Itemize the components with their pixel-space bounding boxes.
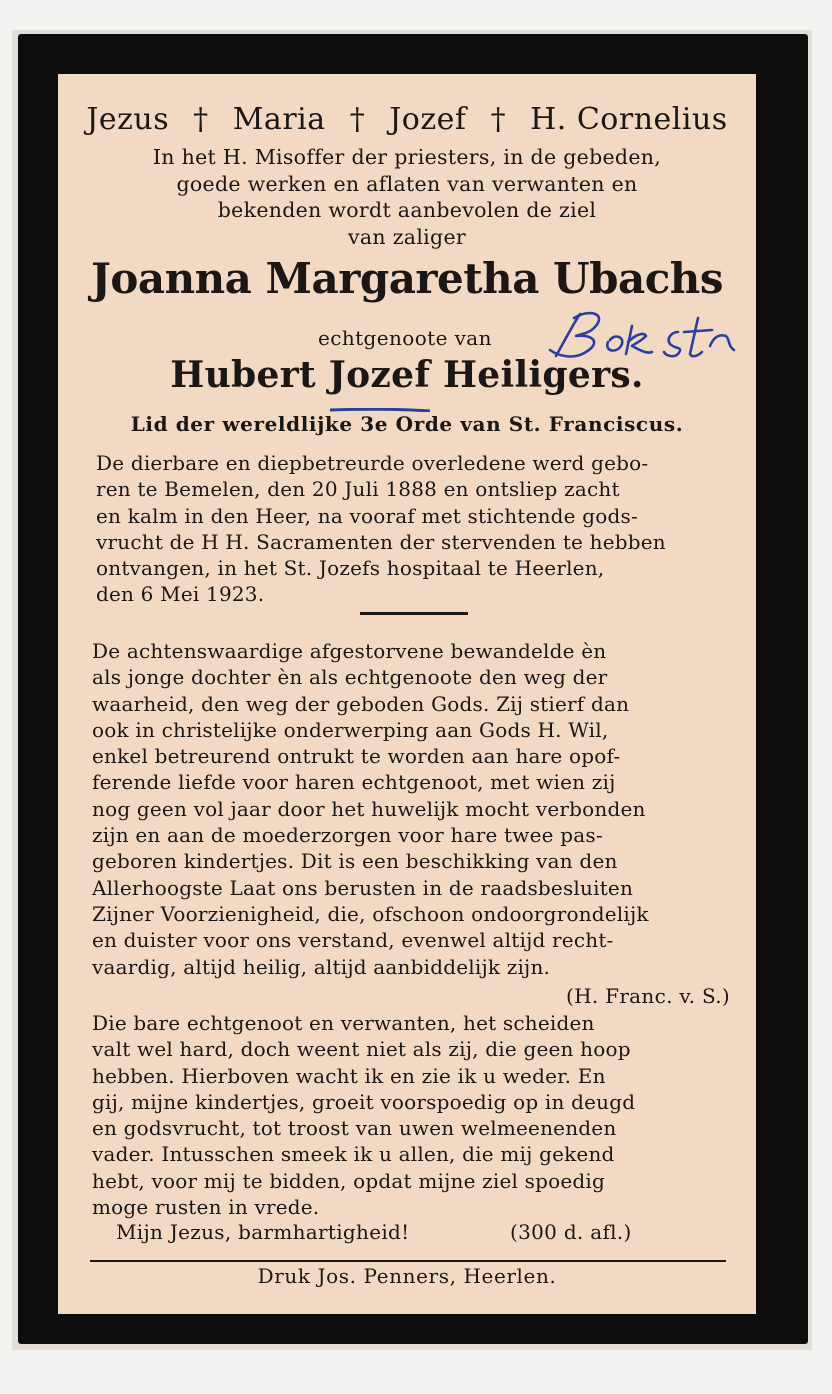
invocation-name: H. Cornelius — [530, 102, 728, 137]
divider — [360, 612, 468, 615]
intro-line: In het H. Misoffer der priesters, in de gebeden, — [152, 145, 662, 169]
text-line: ook in christelijke onderwerping aan Gods H. Wil, — [92, 717, 609, 742]
text-line: den 6 Mei 1923. — [96, 582, 265, 607]
text-line: ferende liefde voor haren echtgenoot, met wien zij — [92, 770, 616, 795]
footer-divider — [90, 1260, 726, 1262]
tribute-paragraph — [92, 638, 734, 980]
prayer-card — [58, 74, 756, 1314]
text-line: en godsvrucht, tot troost van uwen welmeenenden — [92, 1116, 617, 1141]
husband-name: Hubert Jozef Heiligers. — [170, 354, 644, 396]
text-line: enkel betreurend ontrukt te worden aan hare opof- — [92, 744, 621, 769]
text-line: ontvangen, in het St. Jozefs hospitaal te Heerlen, — [96, 556, 605, 581]
text-line: hebt, voor mij te bidden, opdat mijne ziel spoedig — [92, 1168, 606, 1193]
indulgence-note: (300 d. afl.) — [510, 1220, 632, 1244]
intro-line: goede werken en aflaten van verwanten en — [176, 171, 638, 196]
text-line: De achtenswaardige afgestorvene bewandelde èn — [92, 639, 607, 663]
text-line: en duister voor ons verstand, evenwel altijd recht- — [92, 928, 614, 953]
text-line: Allerhoogste Laat ons berusten in de raadsbesluiten — [92, 875, 634, 900]
biography-paragraph — [96, 450, 734, 608]
text-line: hebben. Hierboven wacht ik en zie ik u weder. En — [92, 1063, 606, 1088]
text-line: vrucht de H H. Sacramenten der stervenden te hebben — [96, 529, 666, 554]
text-line: waarheid, den weg der geboden Gods. Zij stierf dan — [92, 691, 630, 716]
order-membership: Lid der wereldlijke 3e Orde van St. Franciscus. — [130, 412, 684, 436]
text-line: ren te Bemelen, den 20 Juli 1888 en ontsliep zacht — [96, 477, 620, 502]
quote-source: (H. Franc. v. S.) — [565, 984, 730, 1008]
text-line: vaardig, altijd heilig, altijd aanbiddelijk zijn. — [92, 954, 551, 979]
text-line: Zijner Voorzienigheid, die, ofschoon ondoorgrondelijk — [92, 901, 649, 926]
text-line: vader. Intusschen smeek ik u allen, die mij gekend — [92, 1142, 615, 1167]
text-line: valt wel hard, doch weent niet als zij, die geen hoop — [92, 1037, 631, 1062]
text-line: nog geen vol jaar door het huwelijk mocht verbonden — [92, 796, 646, 821]
printer-credit: Druk Jos. Penners, Heerlen. — [257, 1264, 557, 1288]
invocation-name: Jezus — [86, 102, 170, 137]
cross-icon: † — [193, 102, 209, 137]
invocation-name: Jozef — [389, 102, 467, 137]
intro-line: bekenden wordt aanbevolen de ziel — [217, 198, 597, 222]
invocation-line — [58, 102, 756, 137]
intro-text — [98, 144, 716, 250]
text-line: gij, mijne kindertjes, groeit voorspoedig op in deugd — [92, 1089, 636, 1114]
invocation-name: Maria — [232, 102, 326, 137]
text-line: als jonge dochter èn als echtgenoote den weg der — [92, 665, 608, 690]
intro-line: van zaliger — [347, 224, 466, 249]
farewell-paragraph — [92, 1010, 734, 1220]
deceased-name: Joanna Margaretha Ubachs — [90, 254, 723, 303]
text-line: moge rusten in vrede. — [92, 1195, 320, 1220]
text-line: en kalm in den Heer, na vooraf met stichtende gods- — [96, 503, 638, 528]
text-line: Die bare echtgenoot en verwanten, het scheiden — [92, 1011, 595, 1035]
text-line: zijn en aan de moederzorgen voor hare twee pas- — [92, 823, 603, 848]
cross-icon: † — [490, 102, 507, 137]
closing-prayer: Mijn Jezus, barmhartigheid! — [116, 1220, 410, 1244]
text-line: De dierbare en diepbetreurde overledene werd gebo- — [96, 451, 649, 475]
text-line: geboren kindertjes. Dit is een beschikking van den — [92, 849, 618, 874]
cross-icon: † — [349, 102, 366, 137]
spouse-of-label: echtgenoote van — [318, 326, 492, 350]
